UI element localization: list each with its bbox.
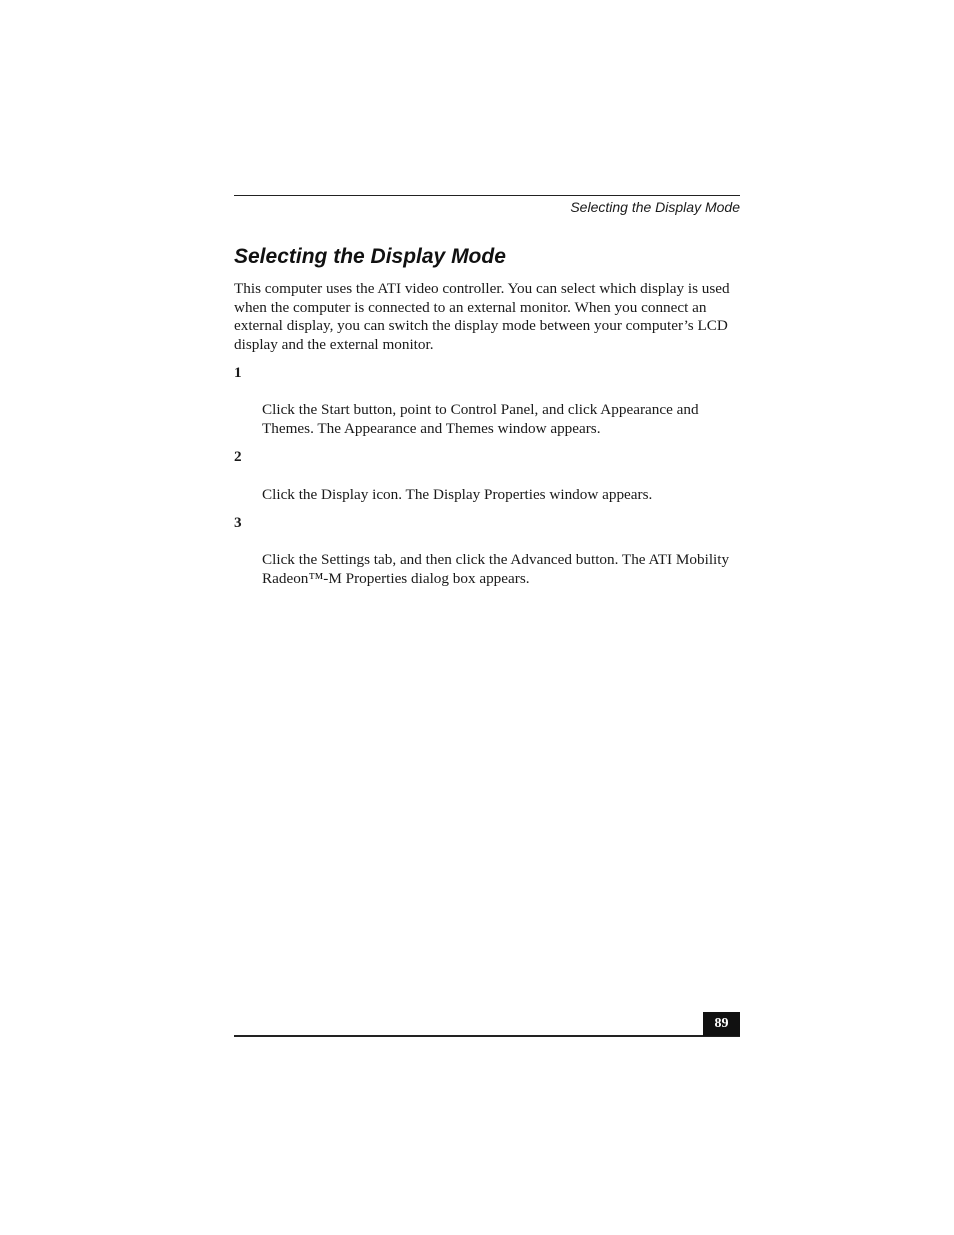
intro-paragraph: This computer uses the ATI video controller. You can select which display is used when the computer is connected to an external monitor. When you connect an external display, you can switch the display mode between your computer’s LCD display and the external monitor. xyxy=(234,280,730,354)
step-text: Click the Settings tab, and then click the Advanced button. The ATI Mobility Radeon™-M Properties dialog box appears. xyxy=(262,551,730,588)
step-number: 2 xyxy=(234,448,242,466)
step-number: 1 xyxy=(234,364,242,381)
section-title: Selecting the Display Mode xyxy=(234,245,506,268)
step-text: Click the Start button, point to Control Panel, and click Appearance and Themes. The Appearance and Themes window appears. xyxy=(262,401,699,438)
step-item xyxy=(234,364,740,439)
page-number: 89 xyxy=(703,1012,740,1036)
running-header: Selecting the Display Mode xyxy=(570,199,740,215)
footer-rule xyxy=(234,1035,740,1037)
step-text: Click the Display icon. The Display Properties window appears. xyxy=(262,485,653,503)
header-rule xyxy=(234,195,740,196)
step-item xyxy=(234,514,740,589)
step-item xyxy=(234,448,740,504)
steps-list xyxy=(234,364,740,598)
step-number: 3 xyxy=(234,513,242,531)
